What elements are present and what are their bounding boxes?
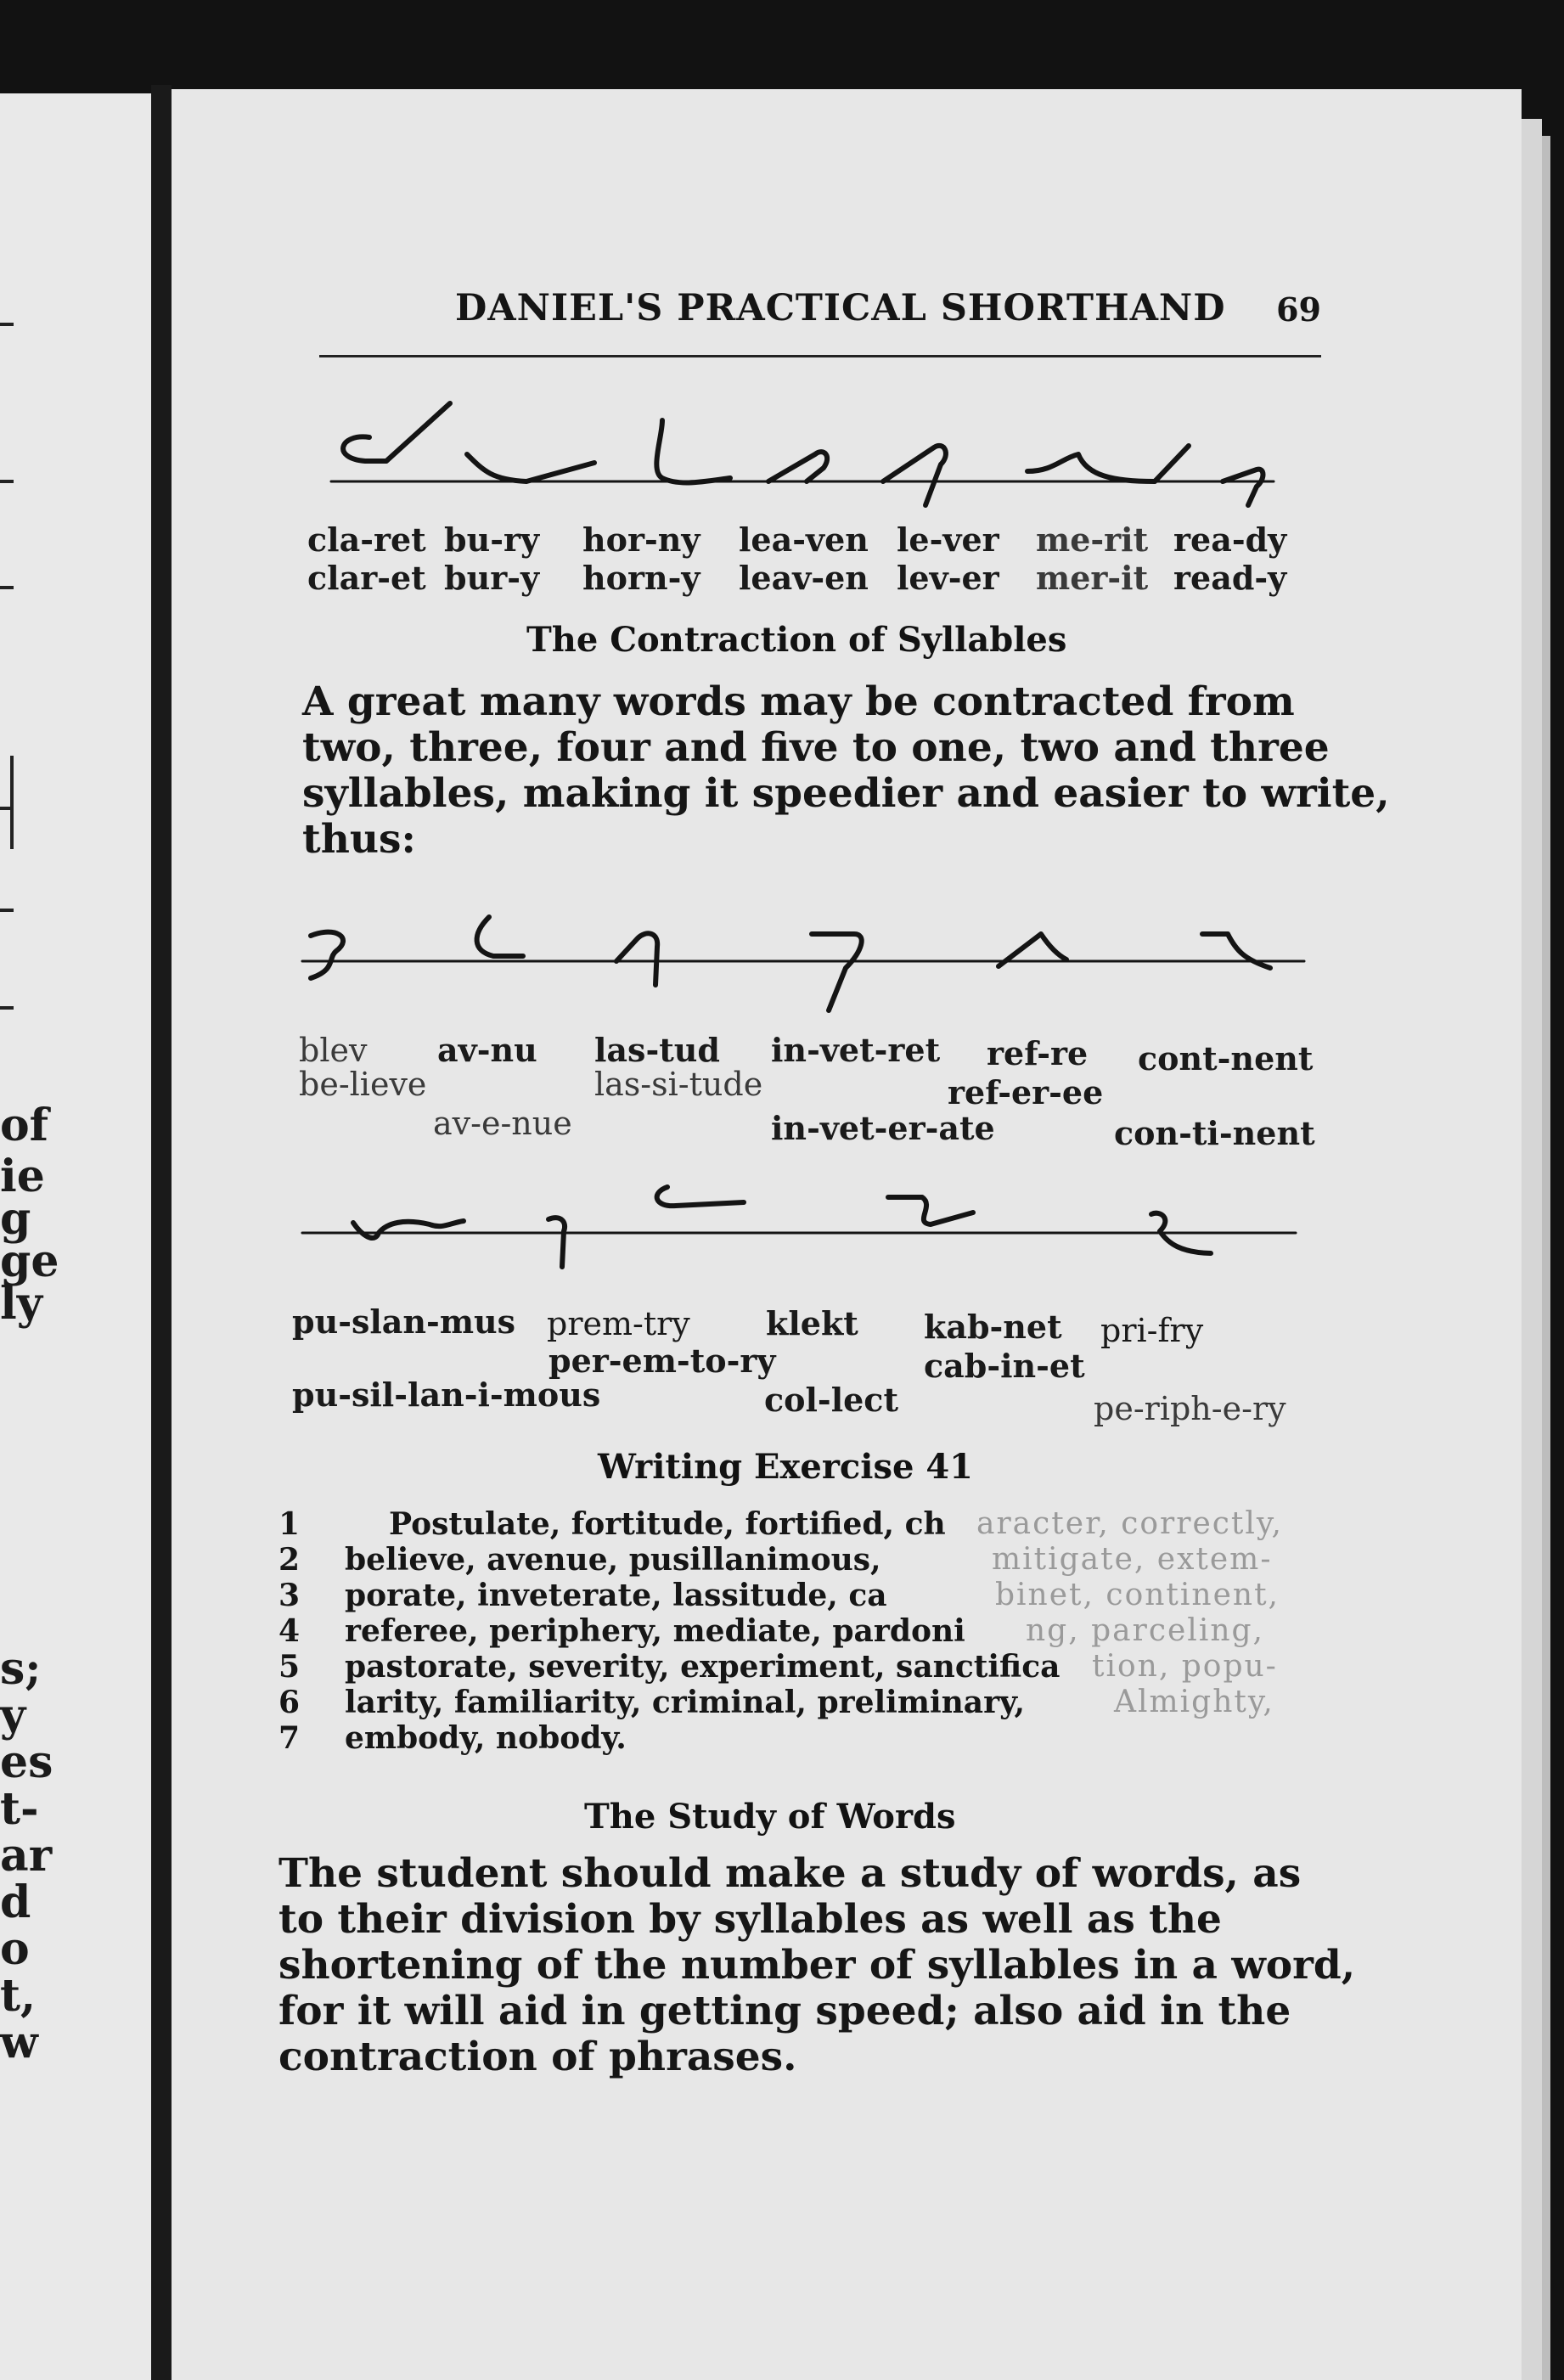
exercise-line-number: 4 (278, 1613, 301, 1649)
word-full: bur-y (444, 559, 540, 597)
header-title: DANIEL'S PRACTICAL SHORTHAND (455, 287, 1226, 329)
word-contracted: le-ver (897, 520, 999, 559)
exercise-line-text: Postulate, fortitude, fortified, ch (389, 1506, 946, 1542)
exercise-line-text: pastorate, severity, experiment, sanctifica (345, 1649, 1060, 1685)
left-page-text: y (0, 1690, 26, 1741)
word-full: av-e-nue (433, 1105, 572, 1142)
left-page-text: ge (0, 1235, 59, 1287)
left-page-text: ly (0, 1278, 42, 1330)
word-contracted: rea-dy (1173, 520, 1287, 559)
shorthand-outline-kabnet (888, 1197, 973, 1224)
word-full: col-lect (764, 1381, 898, 1419)
shorthand-outline-invetret (812, 934, 862, 1010)
word-full: mer-it (1036, 559, 1149, 597)
left-page-text: es (0, 1736, 53, 1788)
word-full: cab-in-et (924, 1347, 1085, 1385)
shorthand-outline-lastud (616, 933, 657, 985)
exercise-line-faded-text: binet, continent, (995, 1578, 1280, 1612)
paragraph-line: The student should make a study of words, as (278, 1850, 1302, 1897)
exercise-line-text: larity, familiarity, criminal, preliminary, (345, 1685, 1026, 1720)
left-page-text: t, (0, 1970, 37, 2022)
page-edge (1542, 136, 1550, 2380)
word-full: per-em-to-ry (549, 1342, 776, 1380)
word-contracted: me-rit (1036, 520, 1149, 559)
paragraph-line: contraction of phrases. (278, 2034, 797, 2080)
exercise-line-number: 6 (278, 1685, 301, 1720)
running-header (319, 287, 1321, 357)
left-page-mark (0, 586, 14, 589)
page-edge (1522, 119, 1542, 2380)
word-full: pu-sil-lan-i-mous (292, 1376, 601, 1414)
shorthand-outline-klekt (657, 1187, 744, 1206)
word-contracted: prem-try (547, 1305, 690, 1342)
word-full: clar-et (307, 559, 426, 597)
shorthand-outline-ready (1223, 470, 1263, 505)
word-contracted: pri-fry (1100, 1312, 1204, 1349)
word-contracted: lea-ven (739, 520, 869, 559)
word-full: las-si-tude (594, 1066, 763, 1103)
word-contracted: cont-nent (1138, 1039, 1314, 1077)
word-full: ref-er-ee (948, 1073, 1104, 1111)
left-page-text: s; (0, 1643, 42, 1695)
word-full: horn-y (582, 559, 700, 597)
section-heading-exercise: Writing Exercise 41 (598, 1447, 974, 1487)
left-page-mark (0, 909, 14, 912)
left-page-mark (0, 1006, 14, 1010)
left-page-text: of (0, 1100, 49, 1151)
shorthand-outline-blev (311, 932, 343, 978)
word-contracted: pu-slan-mus (292, 1303, 516, 1341)
paragraph-line: to their division by syllables as well as the (278, 1896, 1222, 1943)
shorthand-outline-bury (467, 454, 594, 481)
word-full: in-vet-er-ate (771, 1109, 995, 1147)
word-contracted: in-vet-ret (771, 1031, 941, 1069)
shorthand-outline-horny (656, 420, 730, 482)
exercise-line-text: embody, nobody. (345, 1720, 627, 1756)
word-full: con-ti-nent (1114, 1114, 1315, 1152)
exercise-line-faded-text: aracter, correctly, (976, 1506, 1283, 1541)
exercise-line-text: believe, avenue, pusillanimous, (345, 1542, 881, 1578)
word-contracted: blev (299, 1032, 368, 1069)
word-contracted: ref-re (987, 1034, 1089, 1072)
left-page-fragment (0, 93, 151, 2380)
exercise-line-number: 2 (278, 1542, 301, 1578)
left-page-text: w (0, 2017, 38, 2068)
shorthand-outlines-row-3 (294, 1172, 1313, 1299)
word-contracted: kab-net (924, 1308, 1062, 1346)
shorthand-outline-premtry (549, 1218, 565, 1267)
left-page-text: d (0, 1876, 31, 1928)
word-contracted: klekt (766, 1304, 858, 1342)
left-page-bracket (0, 756, 14, 849)
intro-paragraph (302, 678, 1390, 863)
shorthand-outline-leaven (768, 452, 827, 481)
word-contracted: cla-ret (307, 520, 426, 559)
word-full: read-y (1173, 559, 1287, 597)
left-page-text: ar (0, 1830, 53, 1882)
left-page-text: o (0, 1923, 30, 1975)
section-heading-study: The Study of Words (584, 1797, 956, 1837)
paragraph-line: A great many words may be contracted from (302, 678, 1295, 725)
left-page-text: t- (0, 1783, 39, 1835)
word-contracted: bu-ry (444, 520, 540, 559)
left-page-text: g (0, 1193, 31, 1245)
shorthand-outline-merit (1027, 446, 1189, 481)
word-contracted: las-tud (594, 1031, 720, 1069)
word-contracted: av-nu (437, 1031, 537, 1069)
left-page-text: ie (0, 1151, 45, 1202)
paragraph-line: syllables, making it speedier and easier to write, (302, 770, 1390, 817)
exercise-line-number: 5 (278, 1649, 301, 1685)
shorthand-outlines-row-1 (306, 386, 1308, 522)
book-gutter (151, 85, 172, 2380)
exercise-line-number: 7 (278, 1720, 301, 1756)
left-page-mark (0, 480, 14, 483)
shorthand-outlines-row-2 (302, 900, 1313, 1036)
paragraph-line: for it will aid in getting speed; also aid in the (278, 1988, 1291, 2034)
word-full: lev-er (897, 559, 999, 597)
exercise-line-text: referee, periphery, mediate, pardoni (345, 1613, 965, 1649)
shorthand-outline-claret (343, 403, 450, 461)
word-full: leav-en (739, 559, 869, 597)
exercise-line-number: 3 (278, 1578, 301, 1613)
word-full: be-lieve (299, 1066, 427, 1103)
word-full: pe-riph-e-ry (1094, 1390, 1286, 1427)
shorthand-outline-avnu (477, 917, 523, 956)
paragraph-line: two, three, four and five to one, two and three (302, 724, 1330, 771)
left-page-mark (0, 807, 14, 810)
exercise-line-text: porate, inveterate, lassitude, ca (345, 1578, 887, 1613)
exercise-line-faded-text: tion, popu- (1092, 1649, 1278, 1684)
exercise-line-faded-text: Almighty, (1114, 1685, 1274, 1719)
shorthand-outline-contnent (1202, 934, 1270, 968)
left-page-mark (0, 323, 14, 326)
exercise-line-faded-text: ng, parceling, (1026, 1613, 1265, 1648)
header-rule (319, 355, 1321, 357)
paragraph-line: thus: (302, 816, 416, 863)
exercise-line-faded-text: mitigate, extem- (992, 1542, 1273, 1577)
exercise-line-number: 1 (278, 1506, 301, 1542)
shorthand-outline-puslanmus (353, 1221, 464, 1238)
section-heading-contraction: The Contraction of Syllables (526, 620, 1067, 660)
shorthand-outline-lever (883, 446, 946, 505)
paragraph-line: shortening of the number of syllables in a word, (278, 1942, 1356, 1989)
study-paragraph (278, 1851, 1355, 2080)
page-number: 69 (1276, 290, 1321, 329)
word-contracted: hor-ny (582, 520, 700, 559)
